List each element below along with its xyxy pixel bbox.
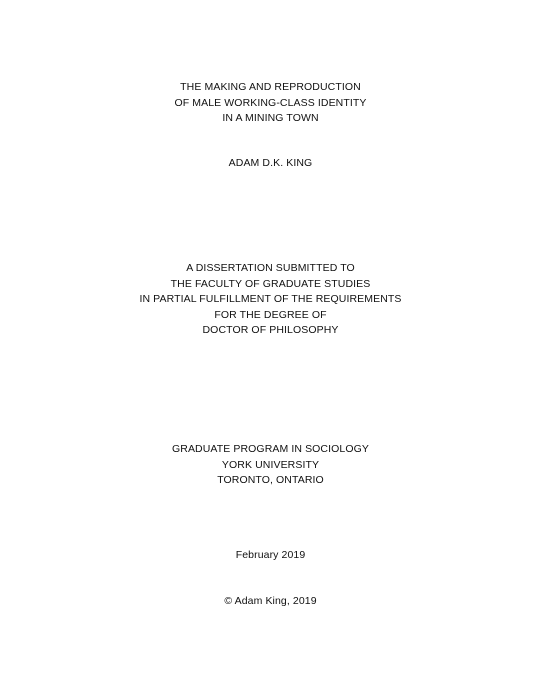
program-line-3: TORONTO, ONTARIO <box>217 474 324 486</box>
title-line-2: OF MALE WORKING-CLASS IDENTITY <box>174 96 367 109</box>
author-line: ADAM D.K. KING <box>228 157 313 169</box>
submission-statement <box>0 261 541 339</box>
dissertation-title <box>0 80 541 127</box>
date-line: February 2019 <box>235 549 306 561</box>
submission-date <box>0 548 541 564</box>
submission-line-3: IN PARTIAL FULFILLMENT OF THE REQUIREMENTS <box>139 293 402 305</box>
program-institution <box>0 442 541 489</box>
submission-line-5: DOCTOR OF PHILOSOPHY <box>202 324 339 336</box>
author-name <box>0 156 541 172</box>
program-line-2: YORK UNIVERSITY <box>221 458 320 471</box>
program-line-1: GRADUATE PROGRAM IN SOCIOLOGY <box>172 443 369 455</box>
title-line-3: IN A MINING TOWN <box>222 112 319 124</box>
copyright-line: © Adam King, 2019 <box>224 595 317 607</box>
submission-line-2: THE FACULTY OF GRADUATE STUDIES <box>170 277 371 290</box>
submission-line-1: A DISSERTATION SUBMITTED TO <box>186 262 355 274</box>
submission-line-4: FOR THE DEGREE OF <box>214 308 327 321</box>
title-line-1: THE MAKING AND REPRODUCTION <box>180 81 361 93</box>
copyright-notice <box>0 594 541 610</box>
